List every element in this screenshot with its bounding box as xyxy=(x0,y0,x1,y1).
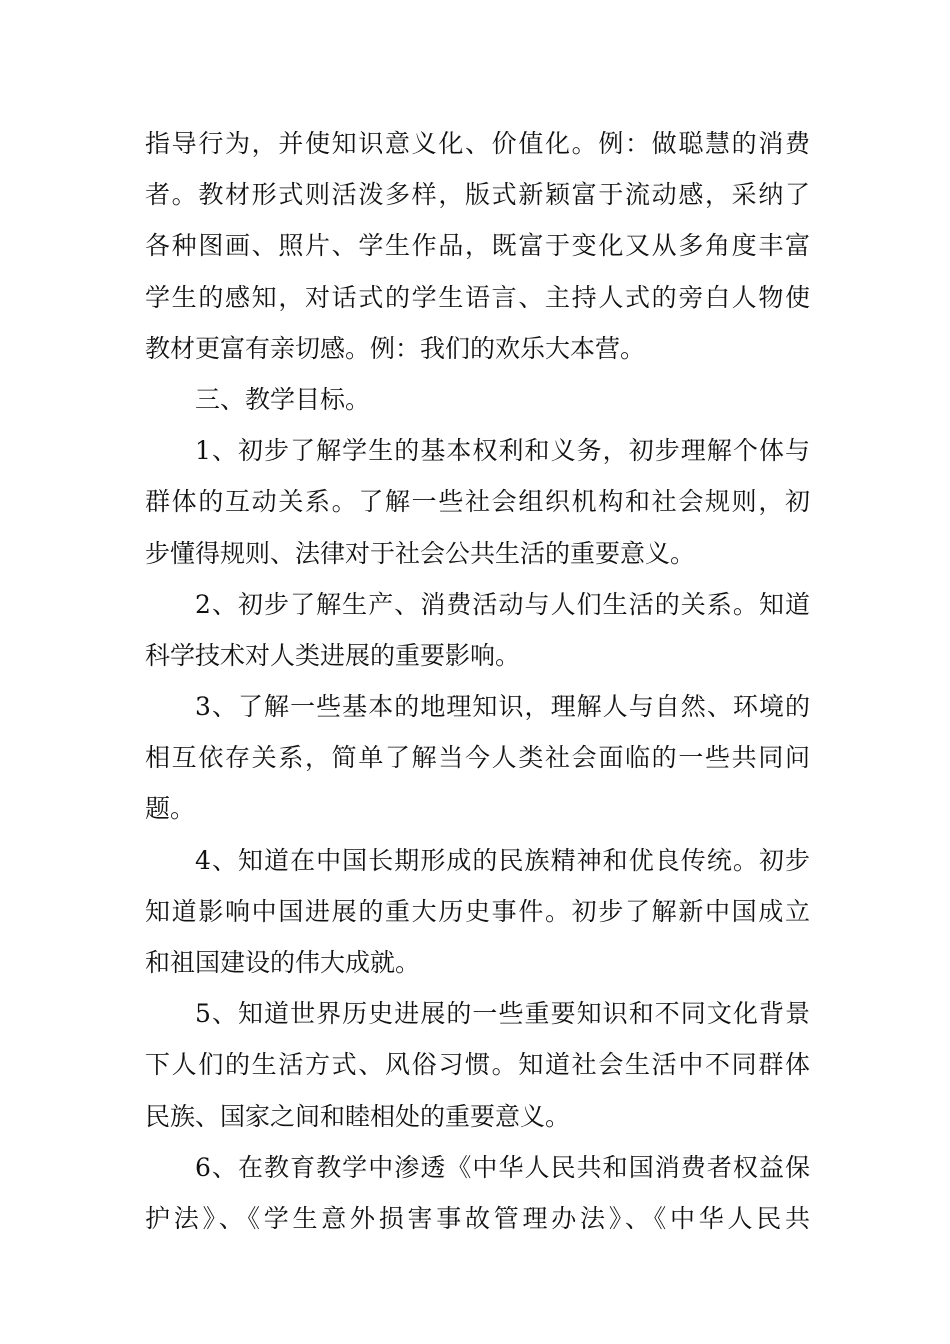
document-body xyxy=(145,118,810,1244)
text-line: 3、了解一些基本的地理知识，理解人与自然、环境的 xyxy=(195,692,810,722)
text-line: 指导行为，并使知识意义化、价值化。例：做聪慧的消费 xyxy=(145,129,810,158)
text-line: 4、知道在中国长期形成的民族精神和优良传统。初步 xyxy=(195,845,810,875)
text-line: 三、教学目标。 xyxy=(195,384,371,414)
text-line: 下人们的生活方式、风俗习惯。知道社会生活中不同群体 xyxy=(145,1050,810,1080)
text-line: 民族、国家之间和睦相处的重要意义。 xyxy=(145,1101,571,1131)
text-line: 和祖国建设的伟大成就。 xyxy=(145,948,421,977)
text-line: 5、知道世界历史进展的一些重要知识和不同文化背景 xyxy=(195,999,810,1029)
text-line: 6、在教育教学中渗透《中华人民共和国消费者权益保 xyxy=(195,1152,810,1182)
text-line: 1、初步了解学生的基本权利和义务，初步理解个体与 xyxy=(195,436,810,466)
text-line: 教材更富有亲切感。例：我们的欢乐大本营。 xyxy=(145,333,646,363)
text-line: 步懂得规则、法律对于社会公共生活的重要意义。 xyxy=(145,538,696,568)
text-line: 各种图画、照片、学生作品，既富于变化又从多角度丰富 xyxy=(145,231,810,261)
text-line: 知道影响中国进展的重大历史事件。初步了解新中国成立 xyxy=(145,896,810,926)
text-line: 科学技术对人类进展的重要影响。 xyxy=(145,640,521,670)
text-line: 护法》、《学生意外损害事故管理办法》、《中华人民共 xyxy=(145,1203,810,1233)
text-line: 学生的感知，对话式的学生语言、主持人式的旁白人物使 xyxy=(145,282,810,312)
text-line: 群体的互动关系。了解一些社会组织机构和社会规则，初 xyxy=(145,487,810,517)
text-line: 题。 xyxy=(145,794,196,824)
text-line: 相互依存关系，简单了解当今人类社会面临的一些共同问 xyxy=(145,743,810,773)
text-line: 2、初步了解生产、消费活动与人们生活的关系。知道 xyxy=(195,589,810,619)
text-line: 者。教材形式则活泼多样，版式新颖富于流动感，采纳了 xyxy=(145,180,810,210)
